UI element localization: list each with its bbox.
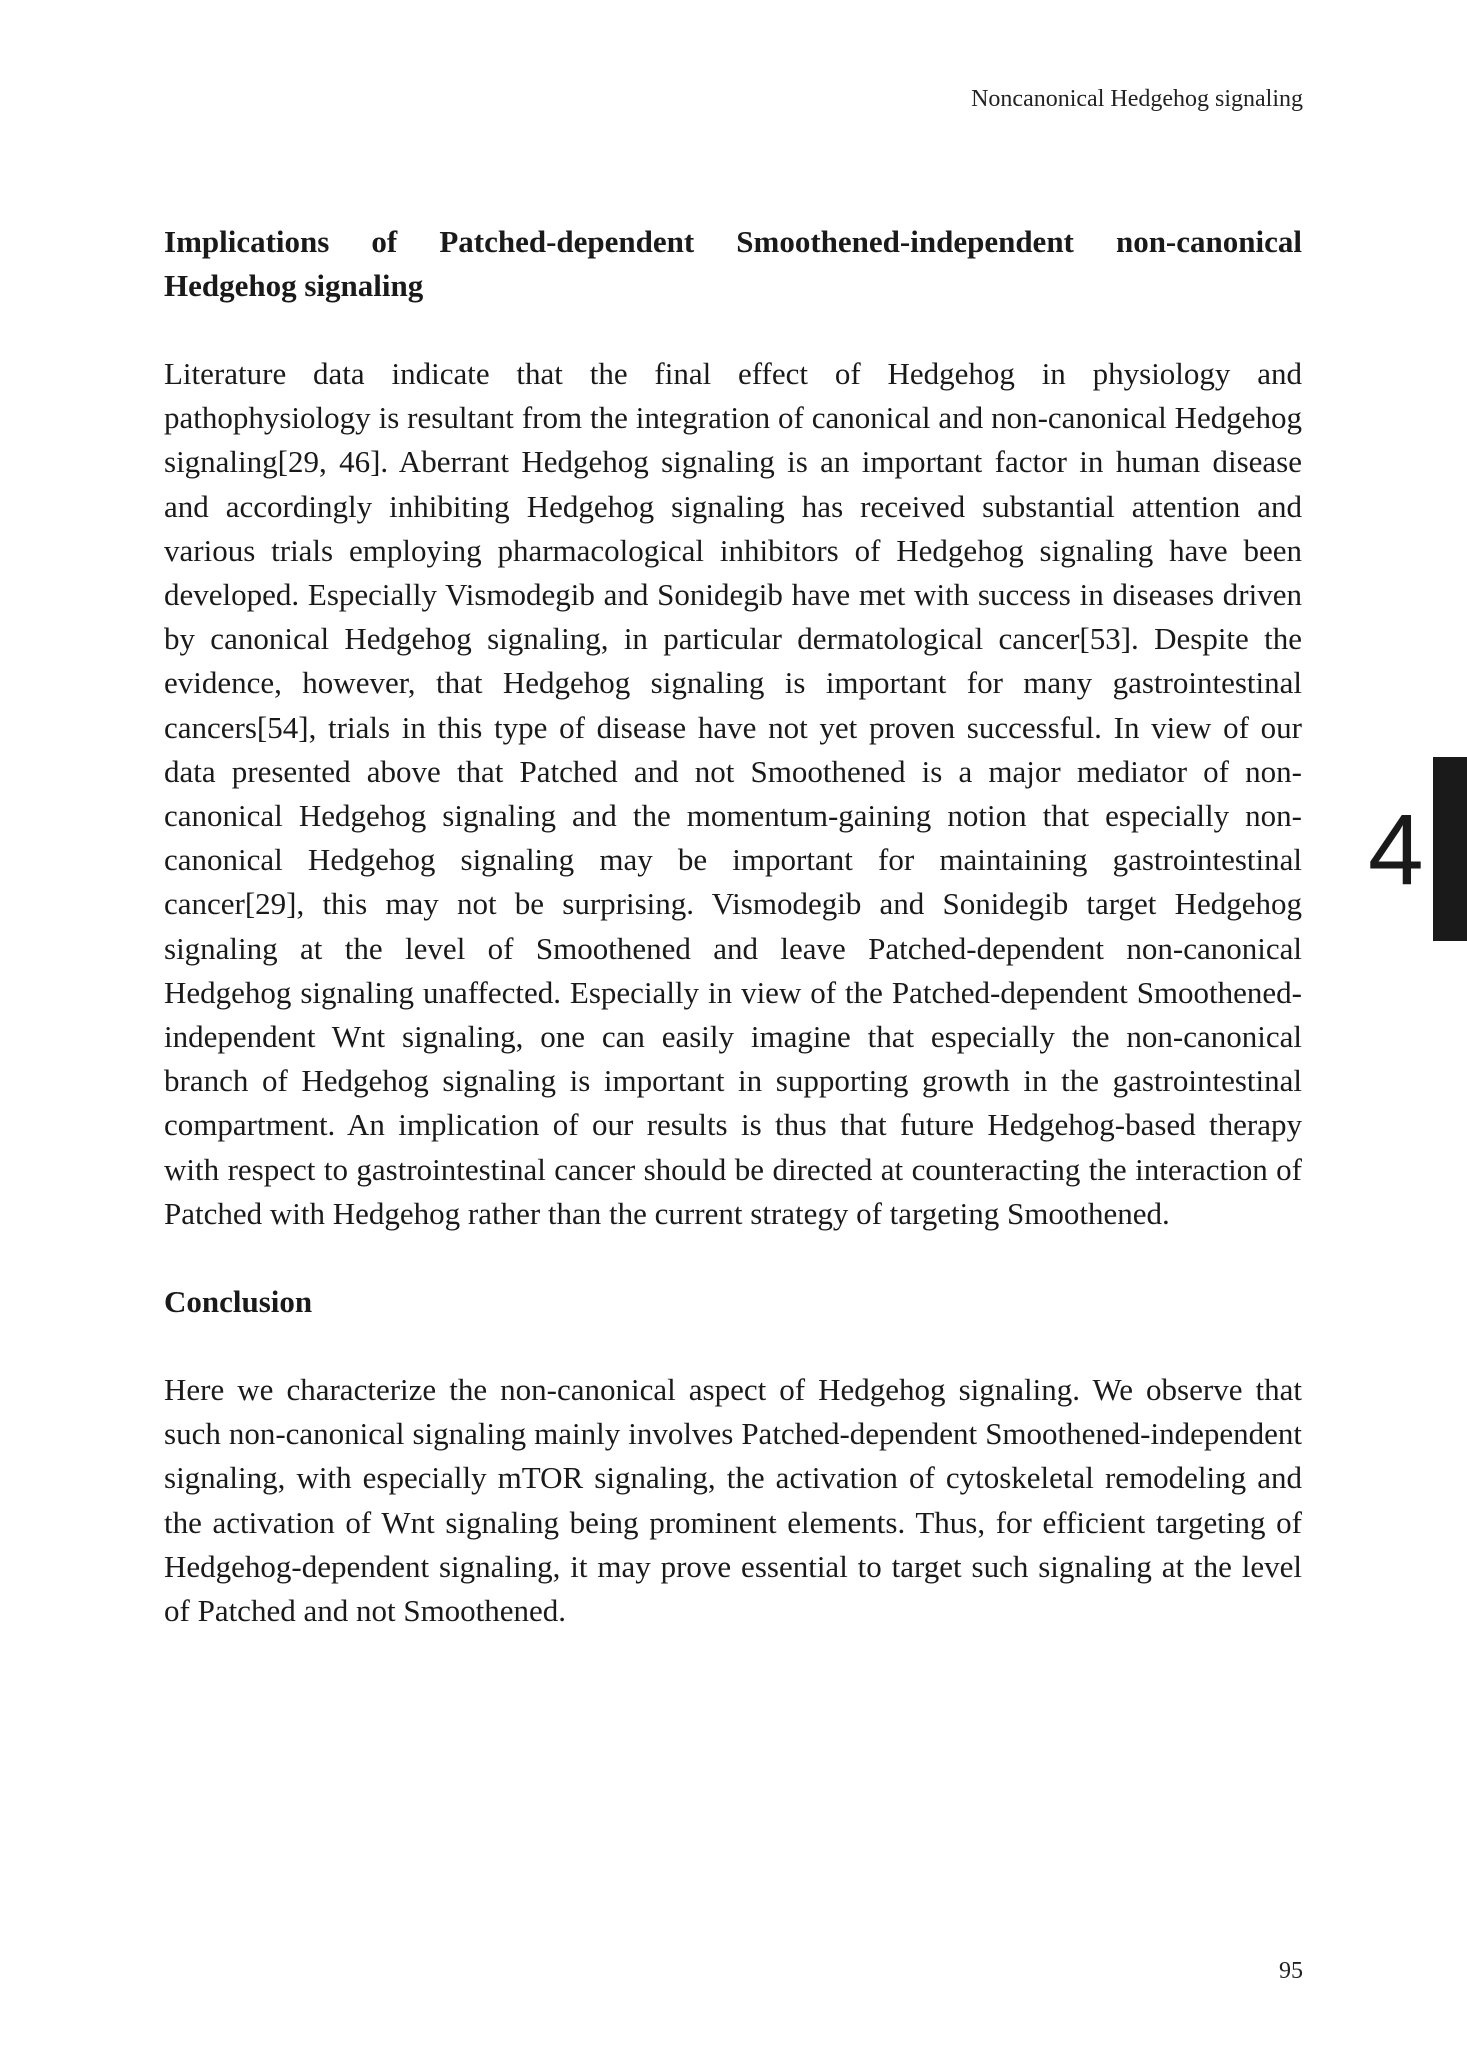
page-body	[164, 220, 1302, 1633]
section-heading-implications: Implications of Patched-dependent Smoothened-independent non-canonical Hedgehog signaling	[164, 224, 1302, 303]
paragraph-conclusion: Here we characterize the non-canonical aspect of Hedgehog signaling. We observe that such non-canonical signaling mainly involves Patched-dependent Smoothened-independent signaling, with especially mTOR signaling, the activation of cytoskeletal remodeling and the activation of Wnt signaling being prominent elements. Thus, for efficient targeting of Hedgehog-dependent signaling, it may prove essential to target such signaling at the level of Patched and not Smoothened.	[164, 1372, 1302, 1629]
paragraph-implications: Literature data indicate that the final effect of Hedgehog in physiology and pathophysiology is resultant from the integration of canonical and non-canonical Hedgehog signaling[29, 46]. Aberrant Hedgehog signaling is an important factor in human disease and accordingly inhibiting Hedgehog signaling has received substantial attention and various trials employing pharmacological inhibitors of Hedgehog signaling have been developed. Especially Vismodegib and Sonidegib have met with success in diseases driven by canonical Hedgehog signaling, in particular dermatological cancer[53]. Despite the evidence, however, that Hedgehog signaling is important for many gastrointestinal cancers[54], trials in this type of disease have not yet proven successful. In view of our data presented above that Patched and not Smoothened is a major mediator of non-canonical Hedgehog signaling and the momentum-gaining notion that especially non-canonical Hedgehog signaling may be important for maintaining gastrointestinal cancer[29], this may not be surprising. Vismodegib and Sonidegib target Hedgehog signaling at the level of Smoothened and leave Patched-dependent non-canonical Hedgehog signaling unaffected. Especially in view of the Patched-dependent Smoothened-independent Wnt signaling, one can easily imagine that especially the non-canonical branch of Hedgehog signaling is important in supporting growth in the gastrointestinal compartment. An implication of our results is thus that future Hedgehog-based therapy with respect to gastrointestinal cancer should be directed at counteracting the interaction of Patched with Hedgehog rather than the current strategy of targeting Smoothened.	[164, 356, 1302, 1231]
page-number: 95	[1279, 1958, 1303, 1984]
chapter-thumb-tab	[1433, 757, 1467, 941]
section-heading-conclusion: Conclusion	[164, 1284, 313, 1320]
chapter-number: 4	[1368, 794, 1424, 906]
running-header: Noncanonical Hedgehog signaling	[971, 86, 1303, 112]
